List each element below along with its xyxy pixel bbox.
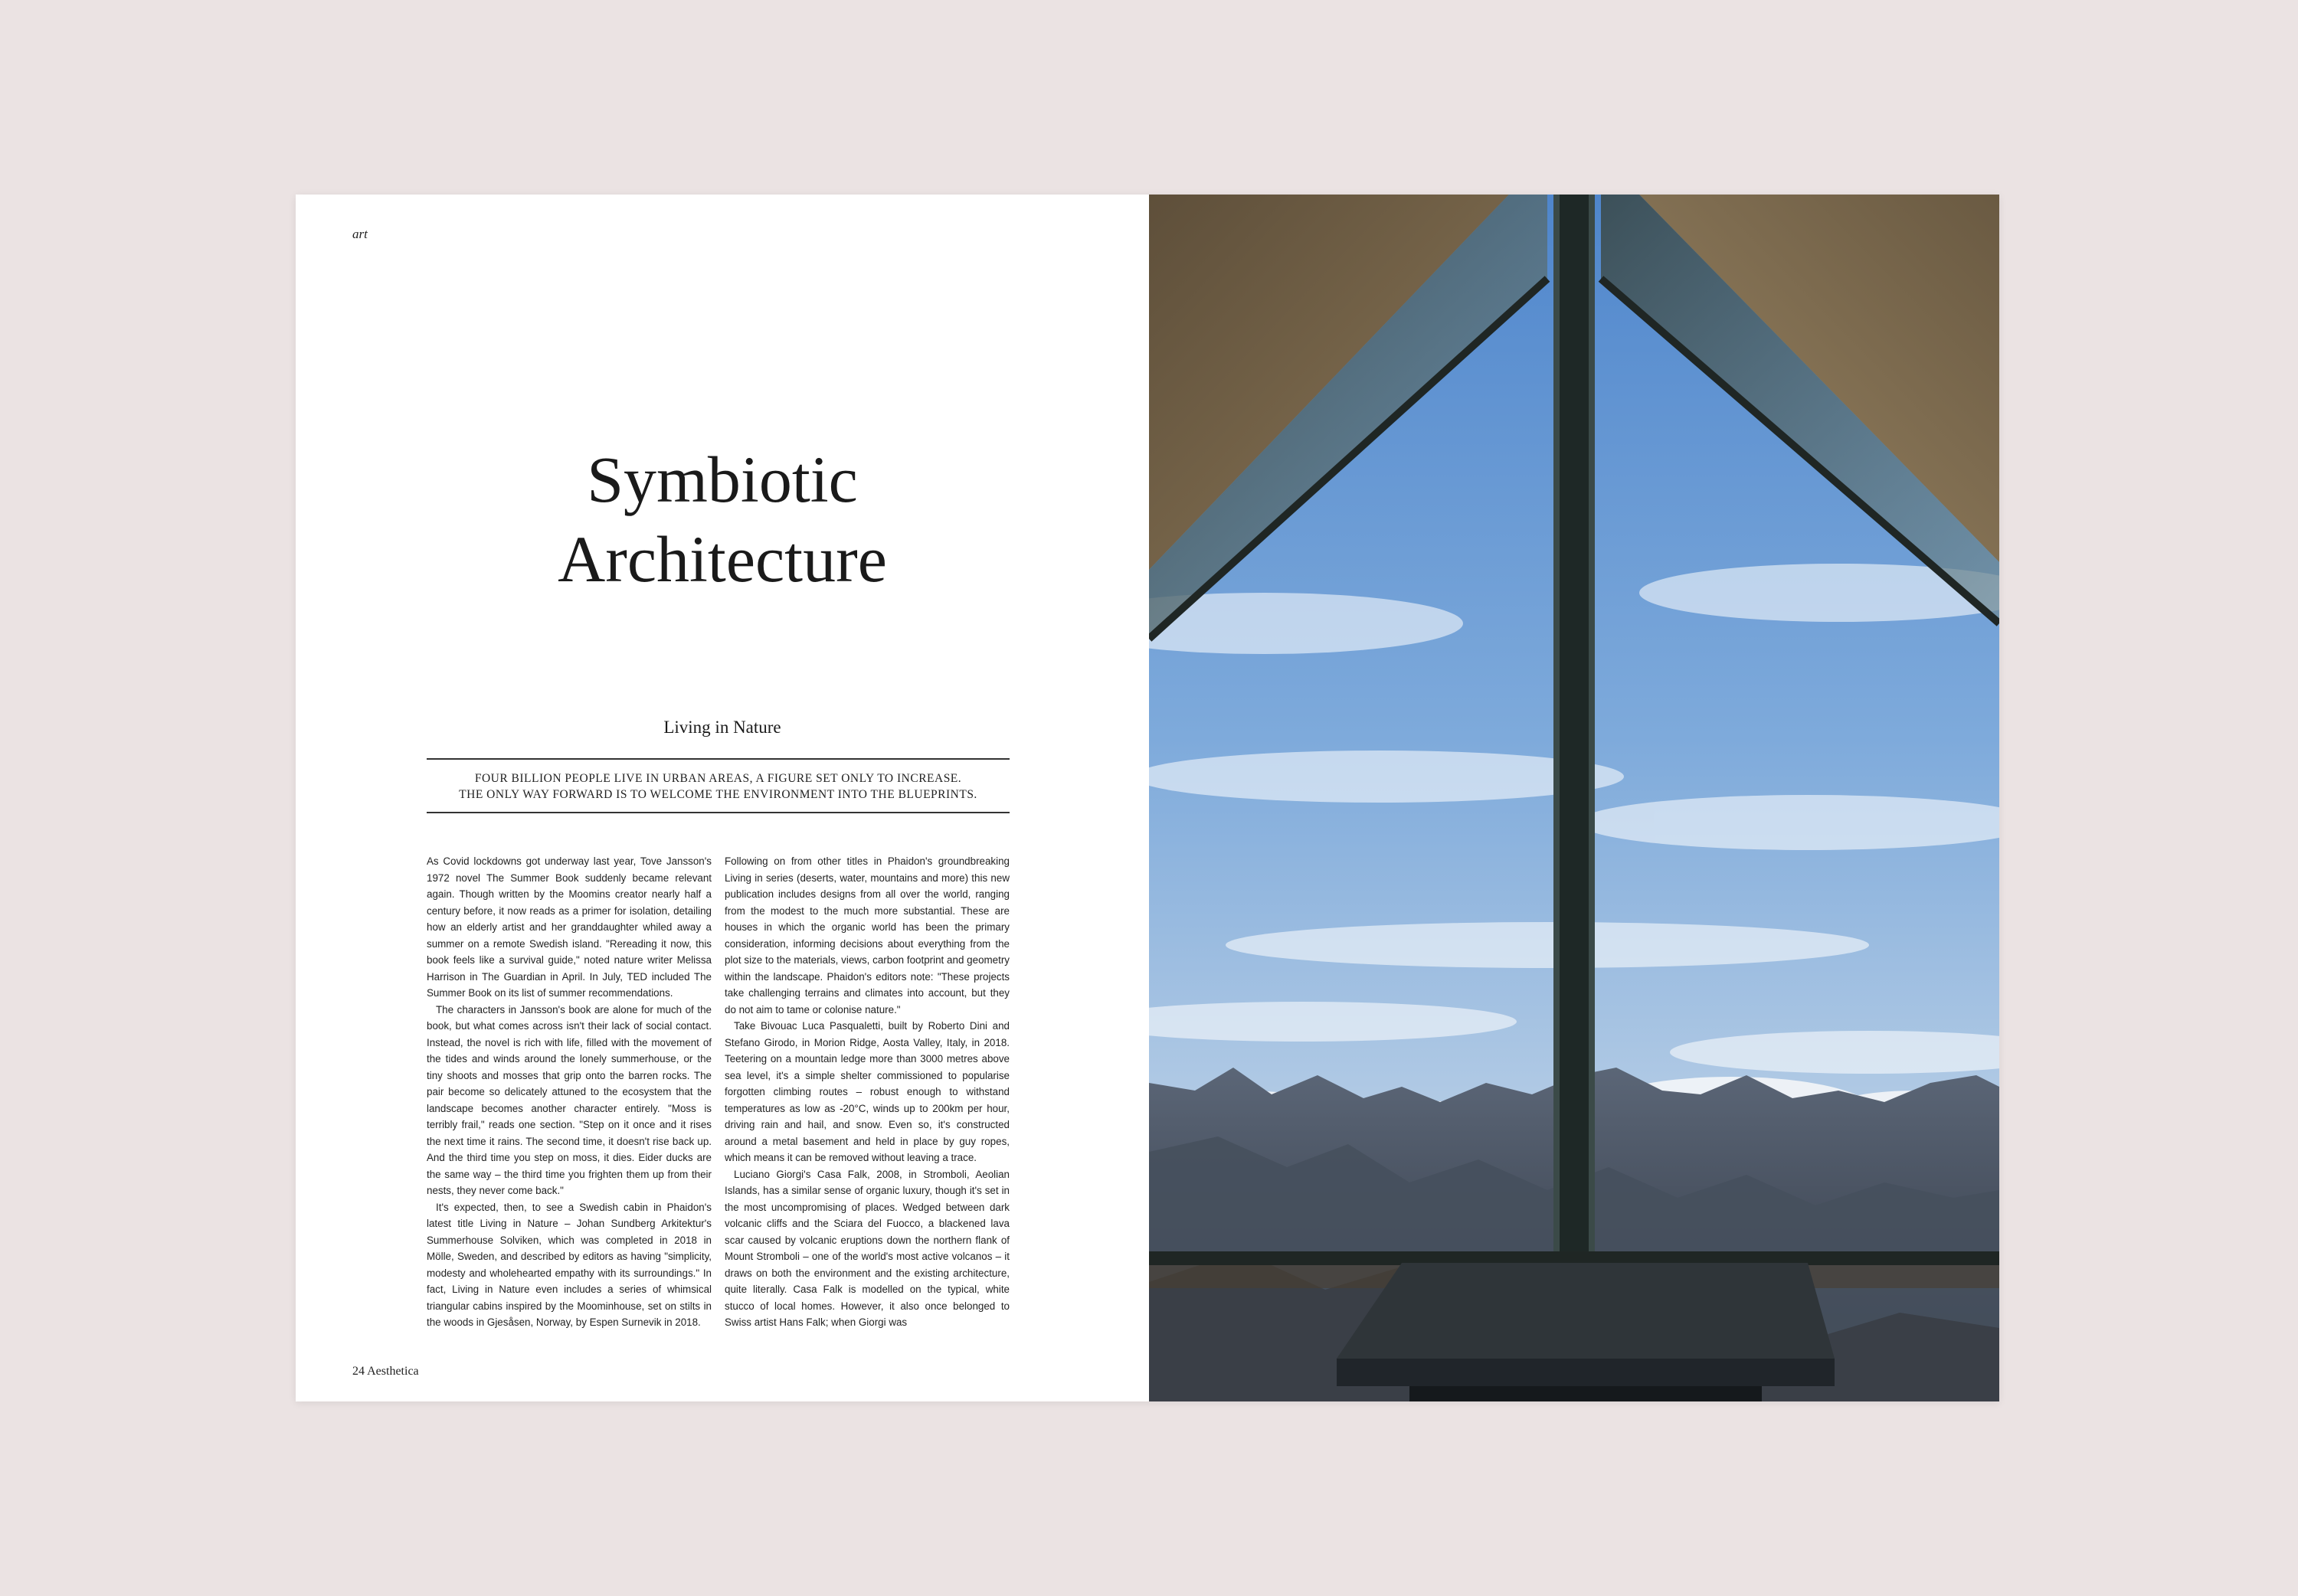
paragraph: As Covid lockdowns got underway last year, Tove Jansson's 1972 novel The Summer Book suddenly became relevant again. Though written by the Moomins creator nearly half a century before, it now reads as a primer for isolation, detailing how an elderly artist and her granddaughter whiled away a summer on a remote Swedish island. "Rereading it now, this book feels like a survival guide," noted nature writer Melissa Harrison in The Guardian in April. In July, TED included The Summer Book on its list of summer recommendations. [427,855,712,999]
magazine-spread [296,195,1999,1401]
paragraph: The characters in Jansson's book are alone for much of the book, but what comes across isn't their lack of social contact. Instead, the novel is rich with life, filled with the movement of the tides and winds around the lonely summerhouse, or the tiny shoots and mosses that grip onto the barren rocks. The pair become so delicately attuned to the ecosystem that the landscape becomes another character entirely. "Moss is terribly frail," reads one section. "Step on it once and it rises the next time it rains. The second time, it doesn't rise back up. And the third time you step on moss, it dies. Eider ducks are the same way – the third time you frighten them up from their nests, they never come back." [427,1003,712,1196]
standfirst-line-1: FOUR BILLION PEOPLE LIVE IN URBAN AREAS, A FIGURE SET ONLY TO INCREASE. [474,772,962,785]
right-page [1149,195,1999,1401]
mountain-window-photo [1149,195,1999,1401]
section-label: art [352,227,368,241]
page-folio: 24 Aesthetica [352,1365,419,1378]
paragraph: It's expected, then, to see a Swedish cabin in Phaidon's latest title Living in Nature – Johan Sundberg Arkitektur's Summerhouse Solviken, which was completed in 2018 in Mölle, Sweden, and described by editors as having "simplicity, modesty and wholehearted empathy with its surroundings." In fact, Living in Nature even includes a series of whimsical triangular cabins inspired by the Moominhouse, set on stilts in the woods in Gjesåsen, Norway, by Espen Surnevik in 2018. [427,1201,712,1328]
article-title [296,440,1149,599]
body-column-1 [427,853,712,1331]
standfirst [427,758,1010,813]
title-line-1: Symbiotic [587,443,858,516]
standfirst-line-2: THE ONLY WAY FORWARD IS TO WELCOME THE ENVIRONMENT INTO THE BLUEPRINTS. [459,788,977,801]
article-subtitle: Living in Nature [663,718,781,737]
body-column-2 [725,853,1010,1331]
paragraph: Take Bivouac Luca Pasqualetti, built by Roberto Dini and Stefano Girodo, in Morion Ridge, Aosta Valley, Italy, in 2018. Teetering on a mountain ledge more than 3000 metres above sea level, it's a simple shelter commissioned to popularise forgotten climbing routes – robust enough to withstand temperatures as low as -20°C, winds up to 200km per hour, driving rain and hail, and snow. Even so, it's constructed around a metal basement and held in place by guy ropes, which means it can be removed without leaving a trace. [725,1020,1010,1163]
paragraph: Luciano Giorgi's Casa Falk, 2008, in Stromboli, Aeolian Islands, has a similar sense of organic luxury, though it's set in the most uncompromising of places. Wedged between dark volcanic cliffs and the Sciara del Fuocco, a blackened lava scar caused by volcanic eruptions down the northern flank of Mount Stromboli – one of the world's most active volcanos – it draws on both the environment and the existing architecture, quite literally. Casa Falk is modelled on the typical, white stucco of local homes. However, it also once belonged to Swiss artist Hans Falk; when Giorgi was [725,1168,1010,1328]
title-line-2: Architecture [558,522,887,596]
left-page [296,195,1149,1401]
paragraph: Following on from other titles in Phaidon's groundbreaking Living in series (deserts, water, mountains and more) this new publication includes designs from all over the world, ranging from the modest to the much more substantial. These are houses in which the organic world has been the primary consideration, informing decisions about everything from the plot size to the materials, views, carbon footprint and geometry within the landscape. Phaidon's editors note: "These projects take challenging terrains and climates into account, but they do not aim to tame or colonise nature." [725,855,1010,1015]
